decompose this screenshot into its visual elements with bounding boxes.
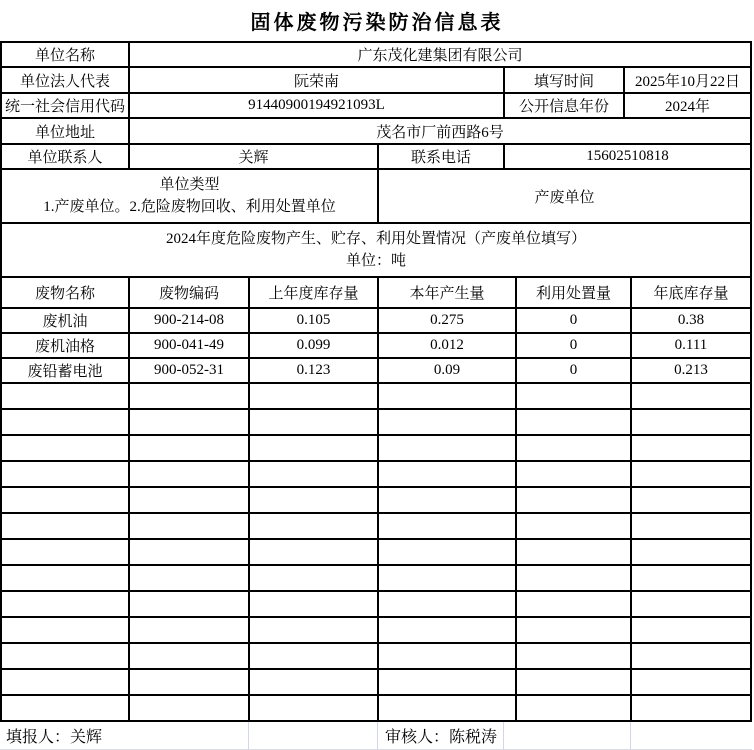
empty-cell [379, 644, 517, 668]
unit-type-label-line1: 单位类型 [159, 177, 220, 193]
table-cell: 900-214-08 [130, 309, 250, 332]
contact-label: 单位联系人 [2, 145, 130, 168]
empty-cell [2, 566, 130, 590]
table-cell: 0.111 [674, 337, 708, 353]
table-cell: 0.275 [379, 309, 517, 332]
empty-cell [130, 644, 250, 668]
empty-cell [250, 696, 379, 720]
empty-row [2, 540, 750, 566]
empty-cell [379, 618, 517, 642]
empty-cell [517, 488, 632, 512]
empty-cell [517, 410, 632, 434]
header-waste-name: 废物名称 [2, 278, 130, 307]
empty-cell [250, 410, 379, 434]
empty-cell [632, 410, 750, 434]
empty-cell [2, 670, 130, 694]
unit-type-label [2, 170, 379, 222]
empty-cell [130, 514, 250, 538]
fill-date-label: 填写时间 [505, 68, 625, 92]
empty-cell [2, 514, 130, 538]
empty-cell [130, 436, 250, 460]
table-cell: 900-041-49 [130, 334, 250, 357]
unit-type-label-line2: 1.产废单位。2.危险废物回收、利用处置单位 [43, 199, 336, 215]
row-unit-name [2, 43, 750, 68]
table-row [2, 309, 750, 334]
empty-cell [2, 384, 130, 408]
header-prev-stock: 上年度库存量 [250, 278, 379, 307]
empty-cell [130, 670, 250, 694]
empty-cell [130, 410, 250, 434]
gridline [630, 722, 631, 749]
sheet-footer [0, 722, 752, 750]
empty-cell [2, 592, 130, 616]
empty-cell [632, 566, 750, 590]
page-title: 固体废物污染防治信息表 [250, 12, 504, 34]
empty-row [2, 410, 750, 436]
empty-cell [130, 384, 250, 408]
empty-row [2, 644, 750, 670]
empty-cell [517, 540, 632, 564]
empty-row [2, 566, 750, 592]
legal-rep-label: 单位法人代表 [2, 68, 130, 92]
empty-cell [517, 644, 632, 668]
empty-row [2, 514, 750, 540]
table-cell: 0.123 [250, 359, 379, 382]
empty-cell [379, 488, 517, 512]
table-cell: 0.38 [677, 312, 705, 328]
table-cell: 废机油 [2, 309, 130, 332]
empty-cell [250, 540, 379, 564]
row-unit-type [2, 170, 750, 224]
row-credit-code [2, 94, 750, 119]
row-section-header [2, 224, 750, 278]
empty-row [2, 462, 750, 488]
empty-cell [632, 436, 750, 460]
empty-cell [632, 488, 750, 512]
reviewer-name: 审核人：陈税涛 [385, 729, 498, 746]
table-cell: 废铅蓄电池 [2, 359, 130, 382]
contact-value: 关辉 [130, 145, 379, 168]
empty-cell [379, 670, 517, 694]
empty-cell [2, 644, 130, 668]
empty-row [2, 436, 750, 462]
empty-cell [632, 462, 750, 486]
empty-cell [250, 644, 379, 668]
empty-cell [379, 384, 517, 408]
row-address [2, 119, 750, 145]
empty-cell [632, 592, 750, 616]
empty-cell [250, 462, 379, 486]
empty-cell [632, 514, 750, 538]
table-cell: 0 [517, 309, 632, 332]
empty-cell [379, 540, 517, 564]
unit-name-value: 广东茂化建集团有限公司 [357, 48, 523, 64]
empty-row [2, 592, 750, 618]
empty-cell [2, 696, 130, 720]
empty-cell [379, 462, 517, 486]
row-contact [2, 145, 750, 170]
empty-cell [130, 566, 250, 590]
reporter-name: 填报人：关辉 [6, 729, 103, 746]
table-cell: 0 [517, 359, 632, 382]
empty-cell [517, 514, 632, 538]
empty-cell [250, 566, 379, 590]
empty-cell [130, 618, 250, 642]
table-cell: 0.099 [250, 334, 379, 357]
gridline [503, 722, 504, 749]
empty-row [2, 696, 750, 722]
header-year-produced: 本年产生量 [379, 278, 517, 307]
empty-row [2, 670, 750, 696]
header-utilized: 利用处置量 [517, 278, 632, 307]
section-unit: 单位：吨 [345, 253, 406, 269]
empty-cell [130, 488, 250, 512]
empty-cell [517, 592, 632, 616]
gridline [248, 722, 249, 749]
fill-date-value: 2025年10月22日 [634, 73, 740, 90]
empty-row [2, 384, 750, 410]
empty-cell [379, 410, 517, 434]
empty-cell [250, 436, 379, 460]
empty-cell [517, 384, 632, 408]
row-legal-rep [2, 68, 750, 94]
section-header [2, 224, 750, 276]
empty-cell [130, 462, 250, 486]
public-year-label: 公开信息年份 [505, 94, 625, 117]
table-row [2, 359, 750, 384]
empty-cell [2, 462, 130, 486]
table-cell: 900-052-31 [130, 359, 250, 382]
address-label: 单位地址 [2, 119, 130, 143]
empty-cell [250, 670, 379, 694]
empty-cell [379, 514, 517, 538]
empty-cell [250, 384, 379, 408]
header-waste-code: 废物编码 [130, 278, 250, 307]
section-title: 2024年度危险废物产生、贮存、利用处置情况（产废单位填写） [165, 231, 586, 247]
table-cell: 0 [517, 334, 632, 357]
empty-cell [2, 488, 130, 512]
empty-cell [632, 618, 750, 642]
empty-cell [632, 696, 750, 720]
public-year-value: 2024年 [664, 99, 710, 115]
empty-cell [517, 462, 632, 486]
empty-cell [130, 540, 250, 564]
empty-cell [517, 618, 632, 642]
empty-cell [379, 696, 517, 720]
empty-cell [517, 696, 632, 720]
empty-cell [130, 696, 250, 720]
empty-row [2, 618, 750, 644]
empty-cell [517, 436, 632, 460]
header-year-end-stock: 年底库存量 [653, 286, 729, 302]
empty-cell [130, 592, 250, 616]
empty-cell [250, 592, 379, 616]
empty-cell [250, 514, 379, 538]
credit-code-label: 统一社会信用代码 [2, 94, 130, 117]
table-cell: 0.105 [250, 309, 379, 332]
table-cell: 0.012 [379, 334, 517, 357]
unit-name-label: 单位名称 [2, 43, 130, 66]
table-cell: 0.213 [674, 362, 708, 378]
info-table [0, 41, 752, 722]
table-cell: 废机油格 [2, 334, 130, 357]
address-value: 茂名市厂前西路6号 [376, 124, 504, 141]
empty-cell [2, 436, 130, 460]
empty-cell [517, 566, 632, 590]
waste-header-row [2, 278, 750, 309]
table-row [2, 334, 750, 359]
phone-value: 15602510818 [586, 148, 669, 164]
empty-cell [2, 410, 130, 434]
empty-cell [379, 436, 517, 460]
empty-cell [379, 566, 517, 590]
legal-rep-value: 阮荣南 [130, 68, 505, 92]
empty-cell [632, 540, 750, 564]
gridline [377, 722, 378, 749]
empty-cell [250, 488, 379, 512]
empty-row [2, 488, 750, 514]
empty-cell [632, 644, 750, 668]
empty-cell [379, 592, 517, 616]
empty-cell [2, 540, 130, 564]
empty-cell [632, 384, 750, 408]
empty-cell [250, 618, 379, 642]
credit-code-value: 91440900194921093L [130, 94, 505, 117]
empty-cell [632, 670, 750, 694]
empty-cell [517, 670, 632, 694]
table-cell: 0.09 [379, 359, 517, 382]
empty-cell [2, 618, 130, 642]
unit-type-value: 产废单位 [534, 189, 595, 206]
phone-label: 联系电话 [379, 145, 505, 168]
